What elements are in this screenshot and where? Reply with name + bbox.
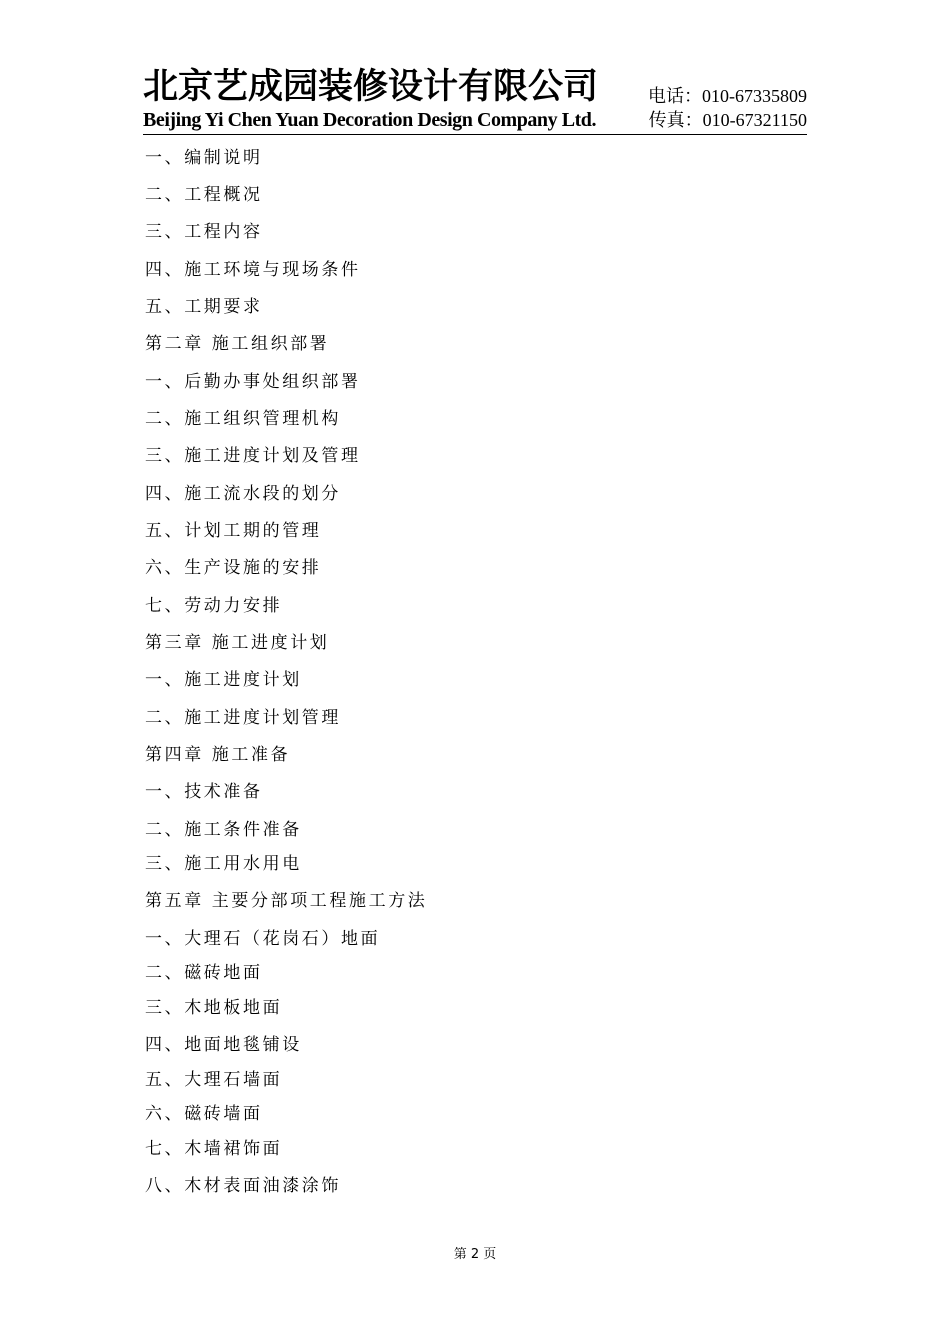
- toc-item: 七、劳动力安排: [145, 596, 283, 616]
- toc-item: 三、木地板地面: [145, 998, 283, 1018]
- toc-item: 一、大理石（花岗石）地面: [145, 929, 381, 949]
- letterhead-row-1: [143, 66, 807, 108]
- letterhead: [143, 66, 807, 135]
- toc-item: 一、施工进度计划: [145, 670, 302, 690]
- toc-item: 三、施工用水用电: [145, 854, 302, 874]
- toc-item: 三、施工进度计划及管理: [145, 446, 361, 466]
- toc-item: 三、工程内容: [145, 222, 263, 242]
- page-number: 第 2 页: [453, 1247, 497, 1262]
- toc-item: 六、磁砖墙面: [145, 1104, 263, 1124]
- toc-item: 四、施工环境与现场条件: [145, 260, 361, 280]
- toc-item: 二、工程概况: [145, 185, 263, 205]
- toc-item: 二、施工进度计划管理: [145, 708, 341, 728]
- toc-item: 一、后勤办事处组织部署: [145, 372, 361, 392]
- company-name-chinese: 北京艺成园装修设计有限公司: [143, 67, 599, 107]
- toc-item: 一、技术准备: [145, 782, 263, 802]
- phone-number: 电话：010-67335809: [648, 86, 807, 106]
- toc-item: 二、施工条件准备: [145, 820, 302, 840]
- toc-item: 六、生产设施的安排: [145, 558, 322, 578]
- toc-item: 二、磁砖地面: [145, 963, 263, 983]
- toc-chapter-heading: 第四章 施工准备: [145, 745, 291, 765]
- toc-item: 七、木墙裙饰面: [145, 1139, 283, 1159]
- toc-chapter-heading: 第三章 施工进度计划: [145, 633, 330, 653]
- company-name-english: Beijing Yi Chen Yuan Decoration Design Company Ltd.: [143, 109, 597, 131]
- toc-item: 八、木材表面油漆涂饰: [145, 1176, 341, 1196]
- toc-item: 四、地面地毯铺设: [145, 1035, 302, 1055]
- toc-item: 五、计划工期的管理: [145, 521, 322, 541]
- toc-item: 五、大理石墙面: [145, 1070, 283, 1090]
- toc-item: 二、施工组织管理机构: [145, 409, 341, 429]
- toc-item: 一、编制说明: [145, 148, 263, 168]
- toc-item: 四、施工流水段的划分: [145, 484, 341, 504]
- letterhead-row-2: [143, 108, 807, 132]
- fax-number: 传真：010-67321150: [648, 110, 807, 130]
- toc-chapter-heading: 第二章 施工组织部署: [145, 334, 330, 354]
- toc-item: 五、工期要求: [145, 297, 263, 317]
- toc-chapter-heading: 第五章 主要分部项工程施工方法: [145, 891, 428, 911]
